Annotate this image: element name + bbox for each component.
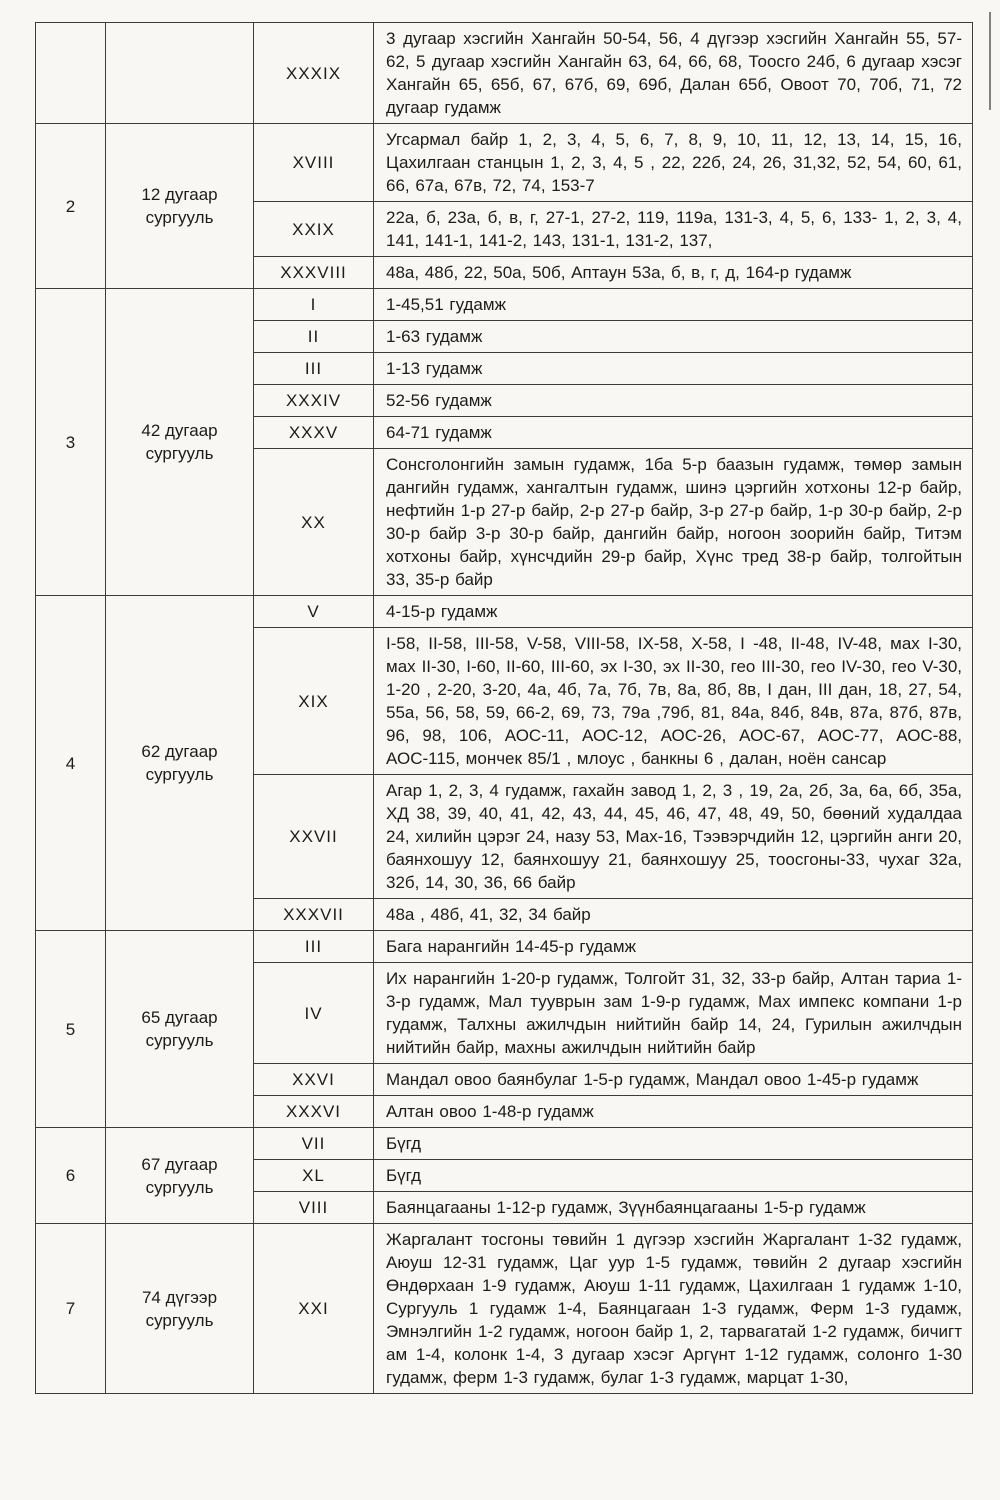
section-numeral-cell: XVIII — [254, 124, 374, 202]
section-numeral-cell: VII — [254, 1128, 374, 1160]
row-number-cell: 5 — [36, 931, 106, 1128]
streets-cell: 1-45,51 гудамж — [374, 289, 973, 321]
streets-cell: 48а , 48б, 41, 32, 34 байр — [374, 899, 973, 931]
streets-cell: 22а, б, 23а, б, в, г, 27-1, 27-2, 119, 119а, 131-3, 4, 5, 6, 133- 1, 2, 3, 4, 141, 141-1, 141-2, 143, 131-1, 131-2, 137, — [374, 202, 973, 257]
section-numeral-cell: XX — [254, 449, 374, 596]
school-name-cell: 62 дугаар сургууль — [106, 596, 254, 931]
streets-cell: Жаргалант тосгоны төвийн 1 дүгээр хэсгийн Жаргалант 1-32 гудамж, Аюуш 12-31 гудамж, Цаг уур 1-5 гудамж, төвийн 2 дугаар хэсгийн Өндөрхаан 1-9 гудамж, Аюуш 1-11 гудамж, Цахилгаан 1 гудамж 1-10, Сургууль 1 гудамж 1-4, Баянцагаан 1-3 гудамж, Ферм 1-3 гудамж, Эмнэлгийн 1-2 гудамж, ногоон байр 1, 2, тарвагатай 1-2 гудамж, бичигт ам 1-4, колонк 1-4, 3 дугаар хэсэг Аргүнт 1-12 гудамж, солонго 1-30 гудамж, ферм 1-3 гудамж, булаг 1-3 гудамж, марцат 1-30, — [374, 1224, 973, 1394]
section-numeral-cell: II — [254, 321, 374, 353]
school-name-cell: 67 дугаар сургууль — [106, 1128, 254, 1224]
row-number-cell: 6 — [36, 1128, 106, 1224]
streets-cell: Алтан овоо 1-48-р гудамж — [374, 1096, 973, 1128]
section-numeral-cell: XIX — [254, 628, 374, 775]
table-row — [36, 124, 973, 202]
streets-cell: Баянцагааны 1-12-р гудамж, Зүүнбаянцагааны 1-5-р гудамж — [374, 1192, 973, 1224]
streets-cell: Агар 1, 2, 3, 4 гудамж, гахайн завод 1, 2, 3 , 19, 2а, 2б, 3а, 6а, 6б, 35а, ХД 38, 39, 40, 41, 42, 43, 44, 45, 46, 47, 48, 49, 50, бөөний худалдаа 24, хилийн цэрэг 24, назу 53, Мах-16, Тээвэрчдийн 12, цэргийн анги 20, баянхошуу 12, баянхошуу 21, баянхошуу 25, тоосгоны-33, чухаг 32а, 32б, 14, 30, 36, 66 байр — [374, 775, 973, 899]
row-number-cell: 3 — [36, 289, 106, 596]
section-numeral-cell: III — [254, 353, 374, 385]
table-row — [36, 1224, 973, 1394]
streets-cell: Сонсголонгийн замын гудамж, 1ба 5-р баазын гудамж, төмөр замын дангийн гудамж, хангалтын гудамж, шинэ цэргийн хотхоны 12-р байр, нефтийн 1-р 27-р байр, 2-р 27-р байр, 3-р 27-р байр, 1-р 30-р байр, 2-р 30-р байр 3-р 30-р байр, дангийн байр, ногоон зоорийн байр, Титэм хотхоны байр, хүнсчдийн 29-р байр, Хүнс тред 38-р байр, толгойтын 33, 35-р байр — [374, 449, 973, 596]
section-numeral-cell: XXXIV — [254, 385, 374, 417]
streets-cell: 52-56 гудамж — [374, 385, 973, 417]
streets-cell: 64-71 гудамж — [374, 417, 973, 449]
row-number-cell — [36, 23, 106, 124]
section-numeral-cell: I — [254, 289, 374, 321]
streets-cell: Мандал овоо баянбулаг 1-5-р гудамж, Мандал овоо 1-45-р гудамж — [374, 1064, 973, 1096]
streets-cell: 1-63 гудамж — [374, 321, 973, 353]
school-name-cell: 12 дугаар сургууль — [106, 124, 254, 289]
table-row — [36, 1128, 973, 1160]
section-numeral-cell: XL — [254, 1160, 374, 1192]
streets-cell: Бүгд — [374, 1128, 973, 1160]
table-row — [36, 596, 973, 628]
section-numeral-cell: XXXV — [254, 417, 374, 449]
row-number-cell: 4 — [36, 596, 106, 931]
streets-cell: 3 дугаар хэсгийн Хангайн 50-54, 56, 4 дүгээр хэсгийн Хангайн 55, 57-62, 5 дугаар хэсгийн Хангайн 63, 64, 66, 68, Тоосго 24б, 6 дугаар хэсэг Хангайн 65, 65б, 67, 67б, 69, 69б, Далан 65б, Овоот 70, 70б, 71, 72 дугаар гудамж — [374, 23, 973, 124]
table-row — [36, 931, 973, 963]
section-numeral-cell: XXI — [254, 1224, 374, 1394]
streets-cell: I-58, II-58, III-58, V-58, VIII-58, IX-58, X-58, I -48, II-48, IV-48, мах I-30, мах II-30, I-60, II-60, III-60, эх I-30, эх II-30, гео III-30, гео IV-30, гео V-30, 1-20 , 2-20, 3-20, 4а, 4б, 7а, 7б, 7в, 8а, 8б, 8в, I дан, III дан, 18, 27, 54, 55а, 56, 58, 59, 66-2, 69, 73, 79а ,79б, 81, 84а, 84б, 84в, 87а, 87б, 87в, 96, 98, 106, АОС-11, АОС-12, АОС-26, АОС-67, АОС-77, АОС-88, АОС-115, мончек 85/1 , млоус , банкны 6 , далан, ноён сансар — [374, 628, 973, 775]
section-numeral-cell: V — [254, 596, 374, 628]
section-numeral-cell: VIII — [254, 1192, 374, 1224]
section-numeral-cell: XXVII — [254, 775, 374, 899]
streets-cell: Угсармал байр 1, 2, 3, 4, 5, 6, 7, 8, 9, 10, 11, 12, 13, 14, 15, 16, Цахилгаан станцын 1, 2, 3, 4, 5 , 22, 22б, 24, 26, 31,32, 52, 54, 60, 61, 66, 67а, 67в, 72, 74, 153-7 — [374, 124, 973, 202]
streets-cell: 1-13 гудамж — [374, 353, 973, 385]
section-numeral-cell: XXVI — [254, 1064, 374, 1096]
streets-cell: 4-15-р гудамж — [374, 596, 973, 628]
scan-artifact-line — [989, 12, 991, 110]
school-sections-table — [35, 22, 973, 1394]
streets-cell: Бага нарангийн 14-45-р гудамж — [374, 931, 973, 963]
school-name-cell — [106, 23, 254, 124]
school-name-cell: 42 дугаар сургууль — [106, 289, 254, 596]
table-row — [36, 23, 973, 124]
table-row — [36, 289, 973, 321]
section-numeral-cell: III — [254, 931, 374, 963]
section-numeral-cell: XXXIX — [254, 23, 374, 124]
row-number-cell: 7 — [36, 1224, 106, 1394]
streets-cell: Бүгд — [374, 1160, 973, 1192]
section-numeral-cell: XXIX — [254, 202, 374, 257]
section-numeral-cell: XXXVIII — [254, 257, 374, 289]
school-name-cell: 74 дүгээр сургууль — [106, 1224, 254, 1394]
row-number-cell: 2 — [36, 124, 106, 289]
school-name-cell: 65 дугаар сургууль — [106, 931, 254, 1128]
section-numeral-cell: XXXVII — [254, 899, 374, 931]
section-numeral-cell: IV — [254, 963, 374, 1064]
streets-cell: Их нарангийн 1-20-р гудамж, Толгойт 31, 32, 33-р байр, Алтан тариа 1-3-р гудамж, Мал тууврын зам 1-9-р гудамж, Мах импекс компани 1-р гудамж, Талхны ажилчдын нийтийн байр 14, 24, Гурилын ажилчдын нийтийн байр, махны ажилчдын нийтийн байр — [374, 963, 973, 1064]
streets-cell: 48а, 48б, 22, 50а, 50б, Аптаун 53а, б, в, г, д, 164-р гудамж — [374, 257, 973, 289]
section-numeral-cell: XXXVI — [254, 1096, 374, 1128]
